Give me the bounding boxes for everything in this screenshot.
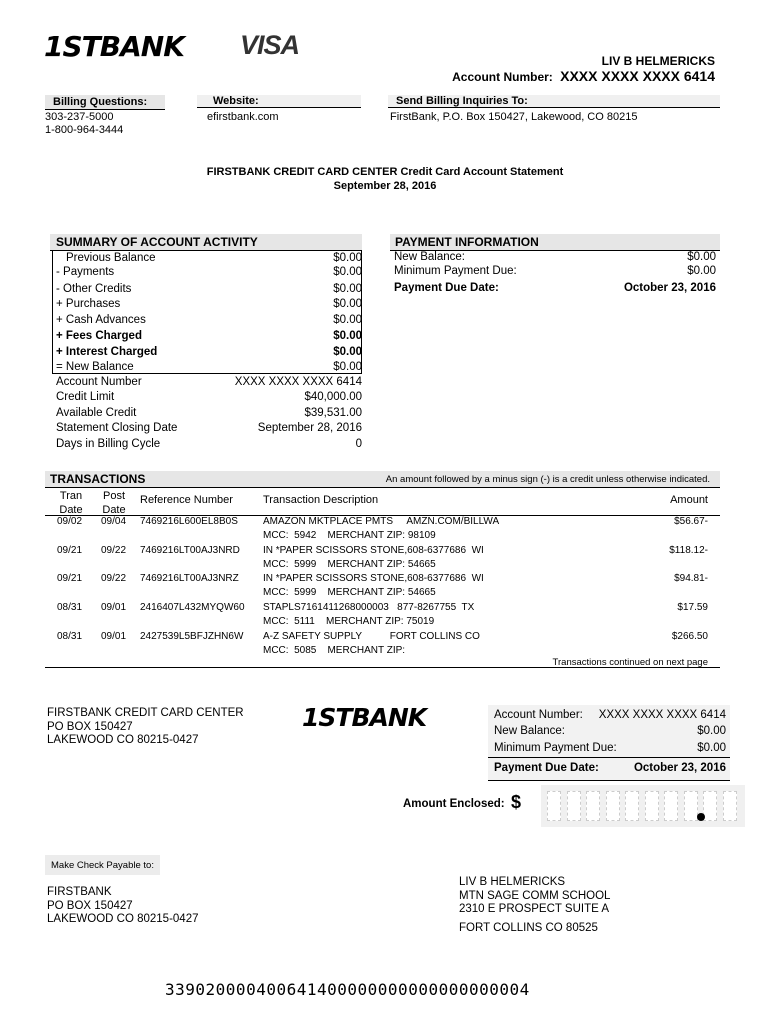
summary-detail-label: Statement Closing Date	[56, 422, 178, 434]
amount-digit-slot[interactable]	[723, 791, 737, 821]
customer-name: LIV B HELMERICKS	[601, 54, 715, 68]
visa-logo: VISA	[240, 30, 300, 60]
tx-tran-date: 09/02	[57, 516, 83, 527]
decimal-dot	[697, 813, 705, 821]
mailing-line-4: FORT COLLINS CO 80525	[459, 921, 598, 934]
summary-detail-label: Available Credit	[56, 407, 137, 419]
tx-description: IN *PAPER SCISSORS STONE,608-6377686 WI	[263, 573, 484, 584]
amount-enclosed-label: Amount Enclosed:	[403, 798, 505, 810]
coupon-new-balance	[494, 725, 726, 737]
mailing-address	[459, 876, 610, 935]
col-tran-date: Tran Date	[59, 490, 83, 516]
payment-min-due-label: Minimum Payment Due:	[394, 265, 517, 277]
tx-tran-date: 09/21	[57, 545, 83, 556]
col-amount: Amount	[670, 494, 708, 506]
inquiries-header: Send Billing Inquiries To:	[388, 95, 720, 108]
summary-title: SUMMARY OF ACCOUNT ACTIVITY	[56, 235, 258, 249]
summary-detail-value: September 28, 2016	[257, 422, 362, 434]
inquiries-address: FirstBank, P.O. Box 150427, Lakewood, CO 80215	[390, 111, 638, 123]
tx-amount: $17.59	[677, 602, 708, 613]
mailing-line-3: 2310 E PROSPECT SUITE A	[459, 903, 609, 915]
tx-post-date: 09/22	[101, 545, 127, 556]
summary-detail-value: 0	[355, 438, 362, 450]
payment-new-balance-label: New Balance:	[394, 251, 465, 263]
tx-description: AMAZON MKTPLACE PMTS AMZN.COM/BILLWA	[263, 516, 500, 527]
summary-row	[56, 346, 362, 358]
tx-description: STAPLS7161411268000003 877-8267755 TX	[263, 602, 475, 613]
tx-tran-date: 09/21	[57, 573, 83, 584]
summary-row-label: - Payments	[56, 266, 115, 278]
tx-description-detail: MCC: 5999 MERCHANT ZIP: 54665	[263, 559, 436, 570]
tx-reference: 2427539L5BFJZHN6W	[140, 631, 244, 642]
ocr-scanline: 339020000400641400000000000000000004	[165, 980, 530, 999]
payment-title: PAYMENT INFORMATION	[395, 235, 539, 249]
billing-questions-header: Billing Questions:	[45, 95, 165, 110]
return-line-2: PO BOX 150427	[47, 720, 133, 733]
summary-detail-row	[56, 376, 362, 388]
payment-min-due-value: $0.00	[687, 265, 716, 277]
summary-detail-label: Credit Limit	[56, 391, 115, 403]
summary-row-label: Previous Balance	[66, 252, 156, 264]
coupon-account-value: XXXX XXXX XXXX 6414	[598, 709, 726, 721]
coupon-min-payment	[494, 742, 726, 754]
transactions-note: An amount followed by a minus sign (-) is a credit unless otherwise indicated.	[385, 474, 710, 485]
tx-description-detail: MCC: 5111 MERCHANT ZIP: 75019	[263, 616, 435, 627]
coupon-min-payment-label: Minimum Payment Due:	[494, 742, 617, 754]
amount-digit-slot[interactable]	[586, 791, 600, 821]
payee-line-1: FIRSTBANK	[47, 886, 112, 898]
tx-tran-date: 08/31	[57, 602, 83, 613]
summary-row-value: $0.00	[333, 314, 362, 326]
summary-detail-row	[56, 422, 362, 434]
coupon-account	[494, 709, 726, 721]
payee-address	[47, 886, 199, 927]
summary-detail-row	[56, 438, 362, 450]
phone-2: 1-800-964-3444	[45, 124, 124, 136]
summary-detail-label: Account Number	[56, 376, 142, 388]
statement-date: September 28, 2016	[333, 180, 437, 192]
coupon-due-date	[494, 762, 726, 774]
payee-line-3: LAKEWOOD CO 80215-0427	[47, 913, 199, 925]
summary-detail-row	[56, 407, 362, 419]
tx-post-date: 09/01	[101, 602, 127, 613]
amount-digit-slot[interactable]	[547, 791, 561, 821]
summary-detail-row	[56, 391, 362, 403]
amount-digit-slot[interactable]	[606, 791, 620, 821]
tx-reference: 2416407L432MYQW60	[140, 602, 245, 613]
statement-title: FIRSTBANK CREDIT CARD CENTER Credit Card Account Statement	[206, 166, 564, 178]
summary-row-value: $0.00	[333, 361, 362, 373]
account-number-value: XXXX XXXX XXXX 6414	[560, 68, 715, 84]
payment-header	[390, 234, 720, 251]
tx-description-detail: MCC: 5942 MERCHANT ZIP: 98109	[263, 530, 436, 541]
tx-description-detail: MCC: 5085 MERCHANT ZIP:	[263, 645, 406, 656]
summary-row-label: = New Balance	[56, 361, 134, 373]
summary-row-value: $0.00	[333, 283, 362, 295]
tx-amount: $94.81-	[674, 573, 708, 584]
summary-row	[56, 298, 362, 310]
amount-digit-slot[interactable]	[625, 791, 639, 821]
transactions-title: TRANSACTIONS	[50, 472, 146, 486]
tx-reference: 7469216LT00AJ3NRZ	[140, 573, 239, 584]
tx-post-date: 09/04	[101, 516, 127, 527]
summary-row-value: $0.00	[333, 330, 362, 342]
tx-post-date: 09/22	[101, 573, 127, 584]
return-line-3: LAKEWOOD CO 80215-0427	[47, 734, 199, 746]
summary-detail-value: XXXX XXXX XXXX 6414	[234, 376, 362, 388]
website-link[interactable]: efirstbank.com	[207, 111, 279, 123]
payment-due-date-label: Payment Due Date:	[394, 282, 499, 294]
coupon-new-balance-value: $0.00	[697, 725, 726, 737]
summary-detail-label: Days in Billing Cycle	[56, 438, 161, 450]
account-number-line	[452, 68, 715, 84]
amount-enclosed-dollar: $	[511, 792, 522, 812]
tx-amount: $266.50	[671, 631, 708, 642]
tx-description: IN *PAPER SCISSORS STONE,608-6377686 WI	[263, 545, 484, 556]
return-address	[47, 707, 244, 748]
col-post-date: Post Date	[102, 490, 126, 516]
account-number-label: Account Number:	[452, 70, 553, 84]
summary-row-label: + Cash Advances	[56, 314, 146, 326]
phone-1: 303-237-5000	[45, 111, 114, 123]
mailing-line-2: MTN SAGE COMM SCHOOL	[459, 889, 611, 902]
summary-row	[56, 330, 362, 342]
amount-digit-slot[interactable]	[645, 791, 659, 821]
payable-label: Make Check Payable to:	[51, 860, 154, 871]
amount-digit-slot[interactable]	[703, 791, 717, 821]
summary-row-value: $0.00	[333, 252, 362, 264]
amount-digit-slot[interactable]	[684, 791, 698, 821]
summary-detail-value: $40,000.00	[304, 391, 362, 403]
payment-due-date-value: October 23, 2016	[623, 282, 716, 294]
amount-digit-slot[interactable]	[567, 791, 581, 821]
col-description: Transaction Description	[263, 494, 379, 506]
payment-new-balance-value: $0.00	[687, 251, 716, 263]
summary-row-label: + Purchases	[56, 298, 121, 310]
coupon-firstbank-logo: 1STBANK	[302, 703, 427, 732]
tx-post-date: 09/01	[101, 631, 127, 642]
tx-reference: 7469216LT00AJ3NRD	[140, 545, 240, 556]
summary-row-label: + Fees Charged	[56, 330, 142, 342]
amount-digit-slot[interactable]	[664, 791, 678, 821]
summary-row-value: $0.00	[333, 298, 362, 310]
tx-description: A-Z SAFETY SUPPLY FORT COLLINS CO	[263, 631, 480, 642]
coupon-due-date-rule-bottom	[488, 780, 730, 781]
summary-row-value: $0.00	[333, 266, 362, 278]
summary-row-value: $0.00	[333, 346, 362, 358]
amount-enclosed-input[interactable]	[541, 785, 745, 827]
summary-detail-value: $39,531.00	[304, 407, 362, 419]
tx-tran-date: 08/31	[57, 631, 83, 642]
website-header: Website:	[197, 95, 361, 108]
summary-row	[56, 283, 362, 295]
summary-header	[50, 234, 362, 251]
return-line-1: FIRSTBANK CREDIT CARD CENTER	[47, 707, 244, 719]
transactions-header	[45, 471, 720, 488]
summary-row	[66, 252, 362, 264]
coupon-account-label: Account Number:	[494, 709, 583, 721]
mailing-line-1: LIV B HELMERICKS	[459, 876, 566, 888]
coupon-due-date-label: Payment Due Date:	[494, 762, 599, 774]
coupon-new-balance-label: New Balance:	[494, 725, 565, 737]
coupon-min-payment-value: $0.00	[697, 742, 726, 754]
summary-row-label: + Interest Charged	[56, 346, 158, 358]
payment-new-balance	[394, 251, 716, 263]
coupon-due-date-rule-top	[488, 757, 730, 758]
tx-reference: 7469216L600EL8B0S	[140, 516, 238, 527]
firstbank-logo: 1STBANK	[44, 30, 184, 63]
transactions-continued: Transactions continued on next page	[552, 657, 708, 668]
payment-due-date	[394, 282, 716, 294]
payment-min-due	[394, 265, 716, 277]
summary-row-label: - Other Credits	[56, 283, 132, 295]
col-reference: Reference Number	[140, 494, 233, 506]
tx-amount: $56.67-	[674, 516, 708, 527]
summary-row	[56, 314, 362, 326]
tx-description-detail: MCC: 5999 MERCHANT ZIP: 54665	[263, 587, 436, 598]
payee-line-2: PO BOX 150427	[47, 899, 133, 912]
tx-amount: $118.12-	[669, 545, 708, 556]
summary-row	[56, 266, 362, 278]
summary-row	[56, 361, 362, 373]
coupon-due-date-value: October 23, 2016	[633, 762, 726, 774]
